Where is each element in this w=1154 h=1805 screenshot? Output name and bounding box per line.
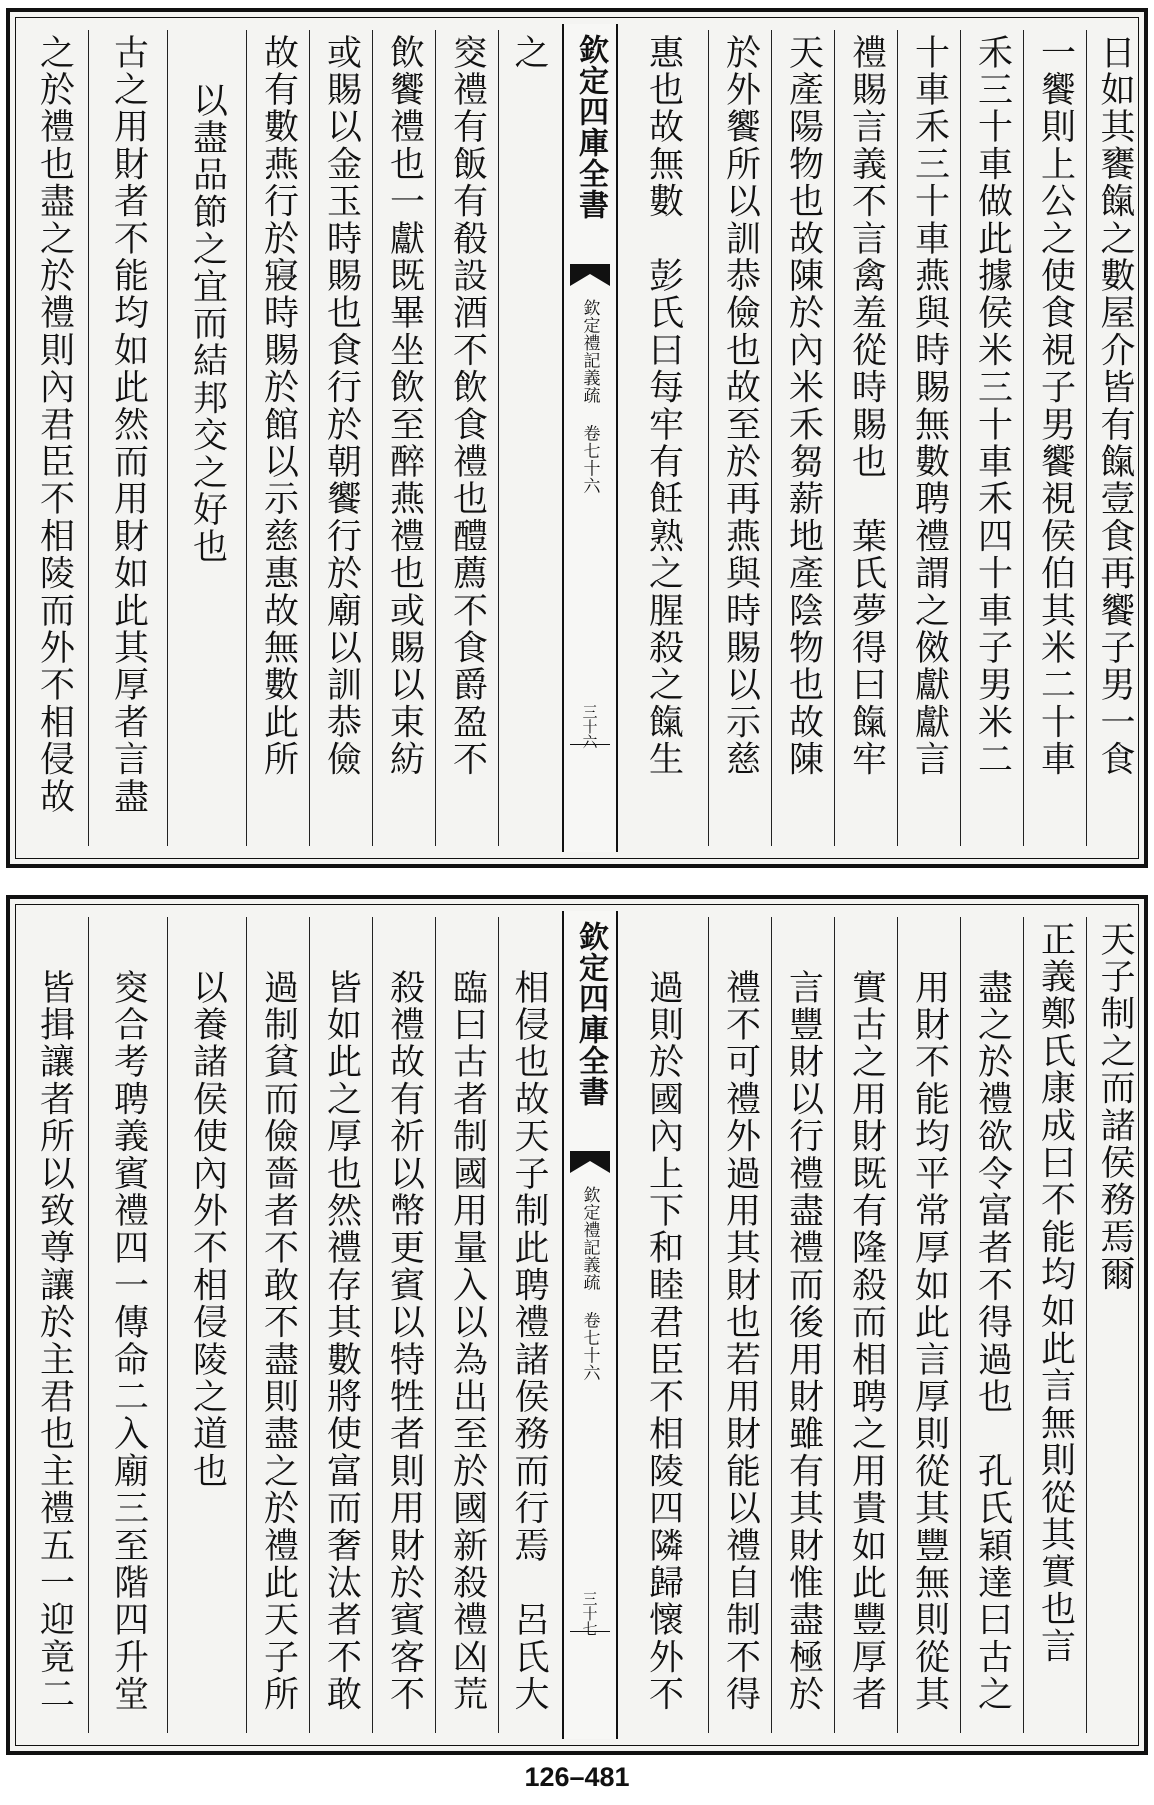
text-column: 皆如此之厚也然禮存其數將使富而奢汰者不敢 <box>309 917 372 1733</box>
text-column: 窔合考聘義賓禮四一傳命二入廟三至階四升堂 <box>88 917 167 1733</box>
page-bottom <box>6 895 1148 1755</box>
text-column: 窔禮有飯有殽設酒不飲食禮也醴薦不食爵盈不 <box>435 30 498 846</box>
text-column: 盡之於禮欲令富者不得過也 孔氏穎達曰古之 <box>960 917 1023 1733</box>
fish-tail-icon <box>570 264 610 288</box>
volume-subtitle: 欽定禮記義疏 卷七十六 <box>579 1186 600 1382</box>
folio-divider <box>570 744 610 745</box>
text-column: 惠也故無數 彭氏曰每牢有飪熟之腥殺之餼生 <box>643 34 684 778</box>
text-column: 或賜以金玉時賜也食行於朝饗行於廟以訓恭儉 <box>309 30 372 846</box>
text-column: 飲饗禮也一獻既畢坐飲至醉燕禮也或賜以束紡 <box>372 30 435 846</box>
text-column: 禾三十車做此據侯米三十車禾四十車子男米二 <box>960 30 1023 846</box>
folio-number: 三十七 <box>580 1591 599 1636</box>
text-column: 以盡品節之宜而結邦交之好也 <box>167 30 246 846</box>
center-margin <box>562 911 618 1739</box>
text-column: 以養諸侯使內外不相侵陵之道也 <box>167 917 246 1733</box>
text-column: 於外饗所以訓恭儉也故至於再燕與時賜以示慈 <box>708 30 771 846</box>
text-column: 一饗則上公之使食視子男饗視侯伯其米二十車 <box>1023 30 1086 846</box>
page-number: 126–481 <box>524 1762 630 1792</box>
book-title: 欽定四庫全書 <box>573 34 608 220</box>
text-column: 之於禮也盡之於禮則內君臣不相陵而外不相侵故 <box>34 34 75 816</box>
text-column: 臨曰古者制國用量入以為出至於國新殺禮凶荒 <box>435 917 498 1733</box>
fish-tail-icon <box>570 1151 610 1175</box>
volume-subtitle: 欽定禮記義疏 卷七十六 <box>579 299 600 495</box>
text-column: 殺禮故有祈以幣更賓以特牲者則用財於賓客不 <box>372 917 435 1733</box>
page-top <box>6 8 1148 868</box>
text-column: 禮不可禮外過用其財也若用財能以禮自制不得 <box>708 917 771 1733</box>
book-title: 欽定四庫全書 <box>573 921 608 1107</box>
text-column: 用財不能均平常厚如此言厚則從其豐無則從其 <box>897 917 960 1733</box>
text-column: 過制貧而儉嗇者不敢不盡則盡之於禮此天子所 <box>246 917 309 1733</box>
text-column: 皆揖讓者所以致尊讓於主君也主禮五一迎竟二 <box>34 969 75 1713</box>
text-column: 天子制之而諸侯務焉爾 <box>1086 917 1142 1733</box>
text-column: 正義鄭氏康成曰不能均如此言無則從其實也言 <box>1023 917 1086 1733</box>
text-column: 十車禾三十車燕與時賜無數聘禮謂之傚獻獻言 <box>897 30 960 846</box>
text-column: 實古之用財既有隆殺而相聘之用貴如此豐厚者 <box>834 917 897 1733</box>
text-column: 古之用財者不能均如此然而用財如此其厚者言盡 <box>88 30 167 846</box>
text-column: 天產陽物也故陳於內米禾芻薪地產陰物也故陳 <box>771 30 834 846</box>
text-column: 故有數燕行於寢時賜於館以示慈惠故無數此所 <box>246 30 309 846</box>
text-column: 過則於國內上下和睦君臣不相陵四隣歸懷外不 <box>643 969 684 1713</box>
text-column: 之 <box>498 30 558 846</box>
center-margin <box>562 24 618 852</box>
folio-divider <box>570 1631 610 1632</box>
text-column: 日如其饔餼之數屋介皆有餼壹食再饗子男一食 <box>1086 30 1142 846</box>
text-column: 禮賜言義不言禽羞從時賜也 葉氏夢得曰餼牢 <box>834 30 897 846</box>
text-column: 相侵也故天子制此聘禮諸侯務而行焉 呂氏大 <box>498 917 558 1733</box>
text-column: 言豐財以行禮盡禮而後用財雖有其財惟盡極於 <box>771 917 834 1733</box>
folio-number: 三十六 <box>580 704 599 749</box>
